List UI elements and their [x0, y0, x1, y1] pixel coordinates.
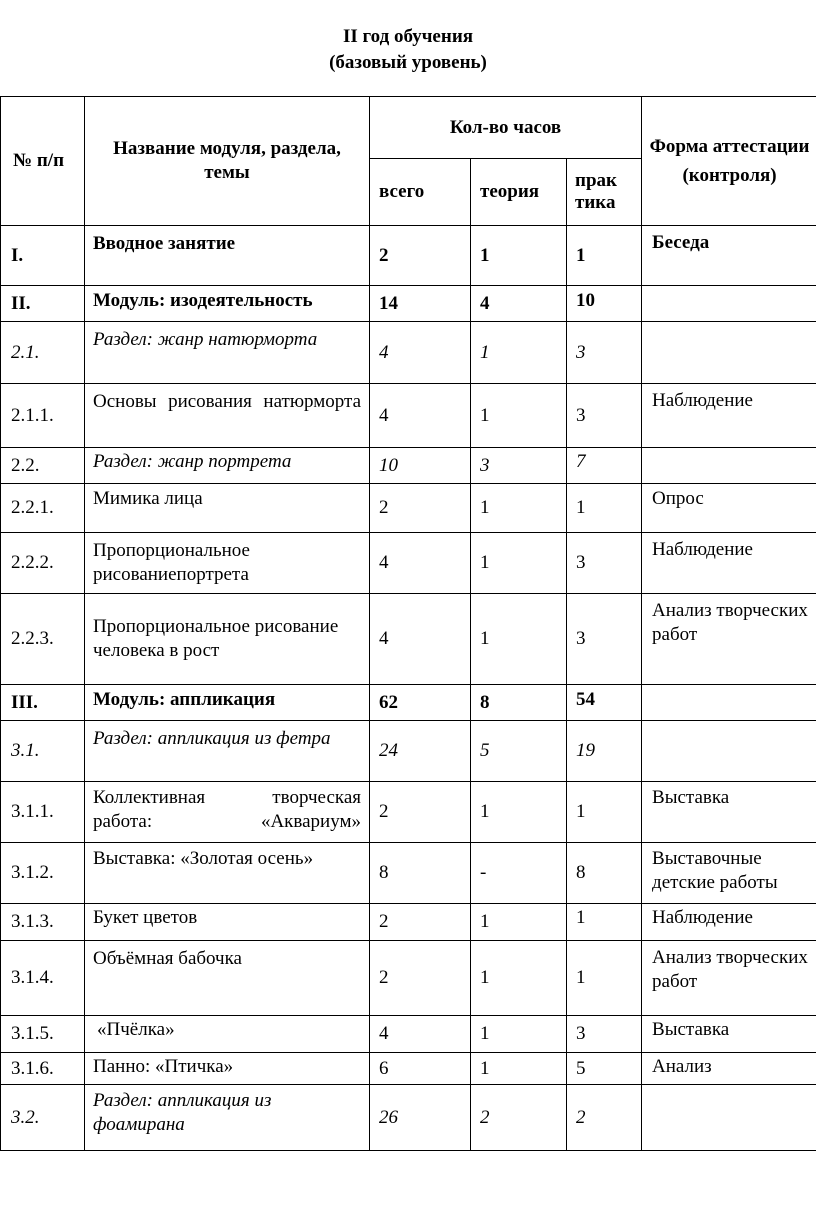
cell-practice: 1: [567, 484, 642, 533]
cell-num: 3.1.1.: [1, 782, 85, 843]
cell-name: Раздел: жанр портрета: [85, 448, 370, 484]
cell-num: 2.2.1.: [1, 484, 85, 533]
cell-practice: 5: [567, 1053, 642, 1085]
cell-practice: 54: [567, 685, 642, 721]
cell-num: 2.2.2.: [1, 533, 85, 594]
cell-num: 3.1.3.: [1, 904, 85, 941]
cell-total: 26: [370, 1085, 471, 1151]
table-row: [1, 685, 816, 721]
cell-practice: 1: [567, 226, 642, 286]
cell-practice: 7: [567, 448, 642, 484]
cell-name: «Пчёлка»: [85, 1016, 370, 1053]
cell-total: 10: [370, 448, 471, 484]
cell-theory: 1: [471, 1016, 567, 1053]
cell-name: Модуль: аппликация: [85, 685, 370, 721]
cell-total: 4: [370, 322, 471, 384]
cell-theory: 1: [471, 384, 567, 448]
cell-num: I.: [1, 226, 85, 286]
cell-num: 2.2.: [1, 448, 85, 484]
cell-num: 3.1.6.: [1, 1053, 85, 1085]
cell-theory: 1: [471, 782, 567, 843]
cell-total: 2: [370, 941, 471, 1016]
cell-name: Выставка: «Золотая осень»: [85, 843, 370, 904]
cell-total: 2: [370, 226, 471, 286]
cell-total: 6: [370, 1053, 471, 1085]
cell-num: 2.2.3.: [1, 594, 85, 685]
cell-practice: 1: [567, 941, 642, 1016]
table-row: [1, 533, 816, 594]
cell-num: 2.1.: [1, 322, 85, 384]
cell-form: Анализ творческих работ: [642, 941, 816, 1016]
cell-name: Раздел: аппликация из фетра: [85, 721, 370, 782]
table-row: [1, 448, 816, 484]
table-row: [1, 941, 816, 1016]
table-row: [1, 384, 816, 448]
cell-practice: 19: [567, 721, 642, 782]
cell-form: [642, 322, 816, 384]
cell-practice: 3: [567, 594, 642, 685]
cell-theory: 1: [471, 904, 567, 941]
cell-theory: 1: [471, 322, 567, 384]
cell-form: Беседа: [642, 226, 816, 286]
cell-form: Наблюдение: [642, 384, 816, 448]
cell-total: 14: [370, 286, 471, 322]
table-row: [1, 226, 816, 286]
cell-theory: 4: [471, 286, 567, 322]
table-row: [1, 721, 816, 782]
header-num: № п/п: [1, 97, 85, 226]
cell-theory: -: [471, 843, 567, 904]
cell-practice: 3: [567, 1016, 642, 1053]
cell-practice: 1: [567, 904, 642, 941]
cell-theory: 1: [471, 226, 567, 286]
header-theory: теория: [471, 159, 567, 226]
cell-total: 2: [370, 484, 471, 533]
cell-form: Выставочные детские работы: [642, 843, 816, 904]
table-row: [1, 1085, 816, 1151]
cell-form: [642, 286, 816, 322]
title-line-1: II год обучения: [342, 26, 474, 47]
cell-name: Букет цветов: [85, 904, 370, 941]
cell-total: 24: [370, 721, 471, 782]
cell-total: 62: [370, 685, 471, 721]
cell-form: Выставка: [642, 782, 816, 843]
cell-num: 2.1.1.: [1, 384, 85, 448]
cell-form: [642, 685, 816, 721]
cell-practice: 3: [567, 533, 642, 594]
cell-num: 3.1.2.: [1, 843, 85, 904]
cell-theory: 3: [471, 448, 567, 484]
cell-form: Наблюдение: [642, 533, 816, 594]
cell-form: [642, 721, 816, 782]
title-line-2: (базовый уровень): [329, 52, 487, 73]
cell-form: Анализ: [642, 1053, 816, 1085]
cell-name: Основы рисования натюрморта: [85, 384, 370, 448]
cell-name: Вводное занятие: [85, 226, 370, 286]
cell-num: 3.1.5.: [1, 1016, 85, 1053]
cell-num: 3.1.4.: [1, 941, 85, 1016]
header-practice: прак тика: [567, 159, 642, 226]
table-row: [1, 1053, 816, 1085]
cell-name: Модуль: изодеятельность: [85, 286, 370, 322]
cell-num: III.: [1, 685, 85, 721]
table-row: [1, 904, 816, 941]
cell-total: 4: [370, 1016, 471, 1053]
table-row: [1, 594, 816, 685]
cell-theory: 1: [471, 941, 567, 1016]
cell-name: Пропорциональное рисованиепортрета: [85, 533, 370, 594]
table-row: [1, 484, 816, 533]
cell-theory: 1: [471, 533, 567, 594]
cell-total: 2: [370, 904, 471, 941]
cell-practice: 3: [567, 384, 642, 448]
cell-form: [642, 1085, 816, 1151]
table-row: [1, 843, 816, 904]
cell-form: Выставка: [642, 1016, 816, 1053]
cell-theory: 1: [471, 594, 567, 685]
cell-name: Пропорциональное рисование человека в рост: [85, 594, 370, 685]
cell-theory: 1: [471, 1053, 567, 1085]
header-form: Форма аттестации (контроля): [642, 97, 816, 226]
cell-form: Опрос: [642, 484, 816, 533]
table-row: [1, 286, 816, 322]
cell-name: Объёмная бабочка: [85, 941, 370, 1016]
cell-total: 2: [370, 782, 471, 843]
cell-name: Панно: «Птичка»: [85, 1053, 370, 1085]
header-name: Название модуля, раздела, темы: [85, 97, 370, 226]
header-total: всего: [370, 159, 471, 226]
table-row: [1, 1016, 816, 1053]
cell-practice: 1: [567, 782, 642, 843]
cell-name: Мимика лица: [85, 484, 370, 533]
table-row: [1, 322, 816, 384]
curriculum-table: [0, 96, 816, 1151]
cell-theory: 1: [471, 484, 567, 533]
cell-num: 3.2.: [1, 1085, 85, 1151]
cell-form: Анализ творческих работ: [642, 594, 816, 685]
cell-name: Раздел: жанр натюрморта: [85, 322, 370, 384]
cell-num: 3.1.: [1, 721, 85, 782]
cell-form: [642, 448, 816, 484]
cell-total: 4: [370, 533, 471, 594]
cell-name: Коллективная творческая работа: «Аквариум»: [85, 782, 370, 843]
cell-num: II.: [1, 286, 85, 322]
cell-form: Наблюдение: [642, 904, 816, 941]
table-row: [1, 782, 816, 843]
cell-practice: 10: [567, 286, 642, 322]
cell-practice: 8: [567, 843, 642, 904]
cell-name: Раздел: аппликация из фоамирана: [85, 1085, 370, 1151]
cell-total: 8: [370, 843, 471, 904]
header-hours: Кол-во часов: [370, 97, 642, 159]
document-title: [0, 24, 816, 76]
cell-theory: 2: [471, 1085, 567, 1151]
cell-practice: 3: [567, 322, 642, 384]
cell-theory: 5: [471, 721, 567, 782]
cell-theory: 8: [471, 685, 567, 721]
cell-practice: 2: [567, 1085, 642, 1151]
cell-total: 4: [370, 384, 471, 448]
cell-total: 4: [370, 594, 471, 685]
